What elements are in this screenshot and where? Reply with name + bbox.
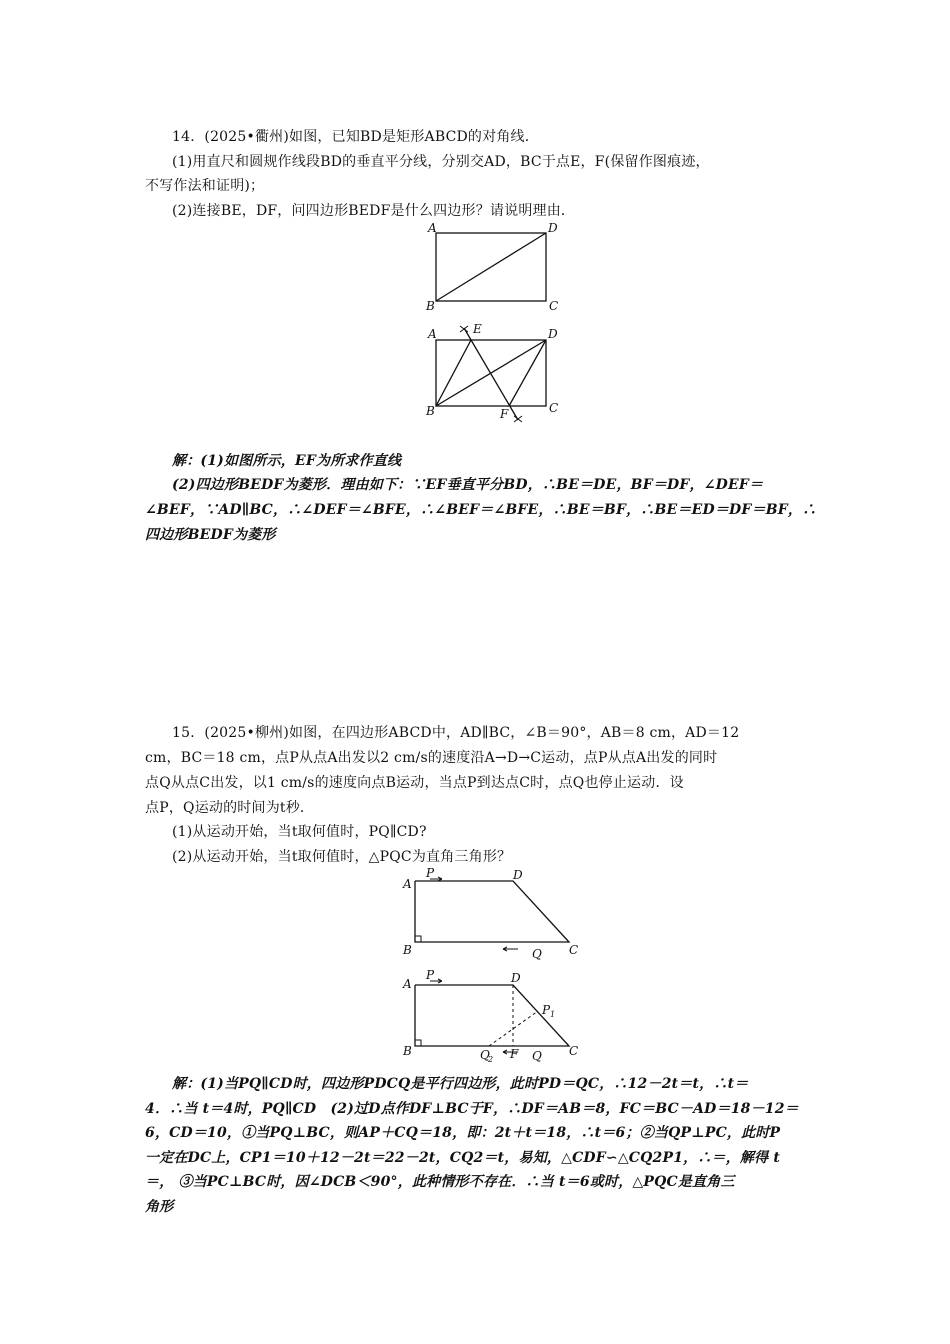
- p15-question1: (1)从运动开始，当t取何值时，PQ∥CD?: [172, 824, 427, 840]
- label-p1-subscript: 1: [550, 1010, 556, 1019]
- p15-figure-trapezoid-2: [398, 966, 588, 1066]
- p15-solution-line5: ＝， ③当PC⊥BC时，因∠DCB＜90°，此种情形不存在．∴当 t＝6或时，△PQC是直角三: [145, 1174, 735, 1190]
- p15-solution-line4: 一定在DC上，CP1＝10＋12－2t＝22－2t，CQ2＝t，易知，△CDF∽△CQ2P1，∴＝，解得 t: [145, 1150, 781, 1166]
- label-b3: B: [403, 943, 412, 957]
- label-c3: C: [569, 943, 579, 957]
- label-q2-subscript: 2: [488, 1055, 494, 1064]
- label-q: Q: [532, 947, 542, 961]
- label-f: F: [500, 407, 509, 421]
- p14-part2: (2)连接BE，DF，问四边形BEDF是什么四边形？请说明理由．: [172, 203, 576, 219]
- label-c2: C: [549, 401, 559, 415]
- label-p1: P: [542, 1003, 551, 1017]
- p15-solution-line3: 6，CD＝10，①当PQ⊥BC，则AP＋CQ＝18，即：2t＋t＝18，∴t＝6；②当QP⊥PC，此时P: [145, 1125, 781, 1141]
- p15-question2: (2)从运动开始，当t取何值时，△PQC为直角三角形？: [172, 849, 512, 865]
- p14-figure-rectangle: [420, 218, 570, 318]
- label-e: E: [473, 322, 482, 336]
- p15-solution-line1: 解：(1)当PQ∥CD时，四边形PDCQ是平行四边形，此时PD＝QC，∴12－2t＝t，∴t＝: [172, 1076, 749, 1092]
- label-c4: C: [569, 1044, 579, 1058]
- label-a3: A: [403, 877, 412, 891]
- label-d: D: [548, 221, 558, 235]
- p15-figure-trapezoid: [398, 866, 588, 964]
- p15-line2: cm，BC＝18 cm，点P从点A出发以2 cm/s的速度沿A→D→C运动，点P从点A出发的同时: [145, 750, 718, 766]
- p14-figure-rhombus: [420, 320, 570, 430]
- trapezoid-abcd: [415, 881, 569, 942]
- p14-solution-line4: 四边形BEDF为菱形: [145, 527, 276, 543]
- right-angle-b: [415, 936, 421, 942]
- label-d2: D: [548, 327, 558, 341]
- segment-df: [509, 340, 546, 406]
- label-a4: A: [403, 977, 412, 991]
- label-c: C: [549, 299, 559, 313]
- p15-solution-line2: 4．∴当 t＝4时，PQ∥CD (2)过D点作DF⊥BC于F，∴DF＝AB＝8，FC＝BC－AD＝18－12＝: [145, 1101, 799, 1117]
- p14-solution-line1: 解：(1)如图所示，EF为所求作直线: [172, 453, 402, 469]
- label-a2: A: [428, 327, 437, 341]
- label-d4: D: [511, 971, 521, 985]
- label-q2: Q: [480, 1048, 490, 1062]
- label-b: B: [426, 299, 435, 313]
- arc-mark-bottom: [514, 416, 522, 422]
- label-p2: P: [426, 968, 435, 982]
- p14-part1-line2: 不写作法和证明)；: [145, 178, 265, 194]
- p14-part1-line1: (1)用直尺和圆规作线段BD的垂直平分线，分别交AD，BC于点E，F(保留作图痕迹，: [172, 154, 710, 170]
- diagonal-bd: [436, 233, 546, 301]
- p15-line1: 15．(2025•柳州)如图，在四边形ABCD中，AD∥BC，∠B＝90°，AB＝8 cm，AD＝12: [172, 725, 740, 741]
- label-a: A: [428, 221, 437, 235]
- label-b4: B: [403, 1044, 412, 1058]
- p14-solution-line3: ∠BEF，∵AD∥BC，∴∠DEF＝∠BFE，∴∠BEF＝∠BFE，∴BE＝BF，∴BE＝ED＝DF＝BF，∴: [145, 502, 817, 518]
- p15-solution-line6: 角形: [145, 1199, 174, 1215]
- p14-solution-line2: (2)四边形BEDF为菱形．理由如下：∵EF垂直平分BD，∴BE＝DE，BF＝DF，∠DEF＝: [172, 477, 764, 493]
- label-q3: Q: [532, 1049, 542, 1063]
- p15-line3: 点Q从点C出发，以1 cm/s的速度向点B运动，当点P到达点C时，点Q也停止运动．设: [145, 775, 684, 791]
- label-b2: B: [426, 404, 435, 418]
- p14-heading: 14．(2025•衢州)如图，已知BD是矩形ABCD的对角线．: [172, 129, 539, 145]
- arc-mark-top: [460, 326, 468, 332]
- label-d3: D: [513, 868, 523, 882]
- p15-line4: 点P，Q运动的时间为t秒．: [145, 800, 315, 816]
- label-f2: F: [510, 1047, 519, 1061]
- label-p: P: [426, 866, 435, 880]
- right-angle-b2: [415, 1040, 421, 1046]
